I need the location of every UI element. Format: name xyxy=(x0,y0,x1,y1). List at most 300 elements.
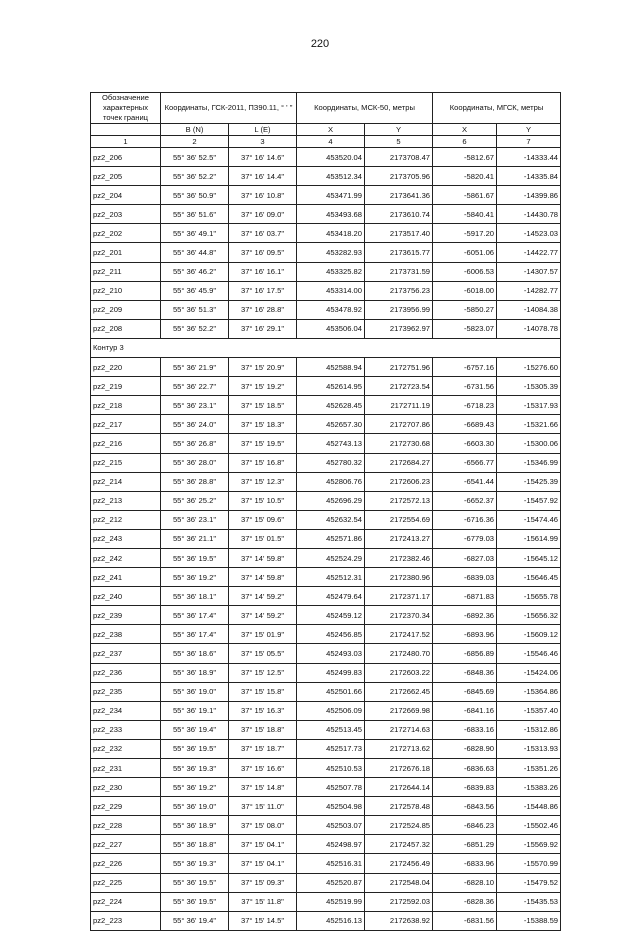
point-name-cell: pz2_230 xyxy=(91,778,161,797)
longitude-cell: 37° 14' 59.2" xyxy=(229,587,297,606)
point-name-cell: pz2_228 xyxy=(91,816,161,835)
msk-x-cell: 452498.97 xyxy=(297,835,365,854)
coordinates-table xyxy=(90,92,561,931)
point-name-cell: pz2_203 xyxy=(91,205,161,224)
msk-x-cell: 453493.68 xyxy=(297,205,365,224)
longitude-cell: 37° 15' 09.6" xyxy=(229,510,297,529)
longitude-cell: 37° 15' 04.1" xyxy=(229,835,297,854)
header-mgsk-x: X xyxy=(433,124,497,136)
point-name-cell: pz2_239 xyxy=(91,606,161,625)
point-name-cell: pz2_219 xyxy=(91,377,161,396)
longitude-cell: 37° 15' 11.0" xyxy=(229,797,297,816)
mgsk-y-cell: -15312.86 xyxy=(497,720,561,739)
mgsk-y-cell: -15383.26 xyxy=(497,778,561,797)
table-row xyxy=(91,243,561,262)
column-number: 6 xyxy=(433,136,497,148)
longitude-cell: 37° 16' 28.8" xyxy=(229,300,297,319)
msk-x-cell: 452517.73 xyxy=(297,739,365,758)
msk-x-cell: 453512.34 xyxy=(297,167,365,186)
latitude-cell: 55° 36' 18.9" xyxy=(161,816,229,835)
mgsk-x-cell: -5850.27 xyxy=(433,300,497,319)
msk-x-cell: 452520.87 xyxy=(297,873,365,892)
header-l: L (E) xyxy=(229,124,297,136)
table-row xyxy=(91,606,561,625)
longitude-cell: 37° 15' 08.0" xyxy=(229,816,297,835)
point-name-cell: pz2_218 xyxy=(91,396,161,415)
longitude-cell: 37° 15' 12.3" xyxy=(229,472,297,491)
msk-x-cell: 452516.13 xyxy=(297,911,365,930)
mgsk-x-cell: -6839.03 xyxy=(433,568,497,587)
point-name-cell: pz2_226 xyxy=(91,854,161,873)
msk-y-cell: 2172723.54 xyxy=(365,377,433,396)
latitude-cell: 55° 36' 22.7" xyxy=(161,377,229,396)
latitude-cell: 55° 36' 28.0" xyxy=(161,453,229,472)
longitude-cell: 37° 15' 05.5" xyxy=(229,644,297,663)
msk-x-cell: 452504.98 xyxy=(297,797,365,816)
latitude-cell: 55° 36' 19.0" xyxy=(161,797,229,816)
mgsk-x-cell: -6836.63 xyxy=(433,759,497,778)
msk-y-cell: 2172638.92 xyxy=(365,911,433,930)
mgsk-y-cell: -15655.78 xyxy=(497,587,561,606)
msk-x-cell: 452780.32 xyxy=(297,453,365,472)
point-name-cell: pz2_209 xyxy=(91,300,161,319)
msk-x-cell: 452479.64 xyxy=(297,587,365,606)
table-row xyxy=(91,319,561,338)
mgsk-x-cell: -6856.89 xyxy=(433,644,497,663)
msk-x-cell: 452459.12 xyxy=(297,606,365,625)
mgsk-y-cell: -14084.38 xyxy=(497,300,561,319)
latitude-cell: 55° 36' 50.9" xyxy=(161,186,229,205)
section-row xyxy=(91,338,561,357)
longitude-cell: 37° 16' 29.1" xyxy=(229,319,297,338)
msk-x-cell: 453471.99 xyxy=(297,186,365,205)
mgsk-y-cell: -15546.46 xyxy=(497,644,561,663)
mgsk-x-cell: -5823.07 xyxy=(433,319,497,338)
column-number: 2 xyxy=(161,136,229,148)
latitude-cell: 55° 36' 18.1" xyxy=(161,587,229,606)
mgsk-y-cell: -14422.77 xyxy=(497,243,561,262)
mgsk-y-cell: -14333.44 xyxy=(497,148,561,167)
mgsk-x-cell: -6757.16 xyxy=(433,358,497,377)
table-row xyxy=(91,816,561,835)
table-row xyxy=(91,167,561,186)
latitude-cell: 55° 36' 19.2" xyxy=(161,778,229,797)
latitude-cell: 55° 36' 24.0" xyxy=(161,415,229,434)
latitude-cell: 55° 36' 18.8" xyxy=(161,835,229,854)
table-row xyxy=(91,300,561,319)
msk-x-cell: 452628.45 xyxy=(297,396,365,415)
column-number: 5 xyxy=(365,136,433,148)
latitude-cell: 55° 36' 17.4" xyxy=(161,625,229,644)
msk-y-cell: 2172457.32 xyxy=(365,835,433,854)
latitude-cell: 55° 36' 19.5" xyxy=(161,548,229,567)
mgsk-y-cell: -14399.86 xyxy=(497,186,561,205)
table-row xyxy=(91,682,561,701)
mgsk-x-cell: -6689.43 xyxy=(433,415,497,434)
point-name-cell: pz2_241 xyxy=(91,568,161,587)
msk-x-cell: 453520.04 xyxy=(297,148,365,167)
mgsk-y-cell: -15656.32 xyxy=(497,606,561,625)
longitude-cell: 37° 16' 03.7" xyxy=(229,224,297,243)
longitude-cell: 37° 15' 18.7" xyxy=(229,739,297,758)
mgsk-y-cell: -15474.46 xyxy=(497,510,561,529)
table-row xyxy=(91,739,561,758)
latitude-cell: 55° 36' 19.0" xyxy=(161,682,229,701)
msk-x-cell: 452507.78 xyxy=(297,778,365,797)
msk-y-cell: 2172684.27 xyxy=(365,453,433,472)
longitude-cell: 37° 15' 14.8" xyxy=(229,778,297,797)
point-name-cell: pz2_231 xyxy=(91,759,161,778)
longitude-cell: 37° 14' 59.8" xyxy=(229,548,297,567)
longitude-cell: 37° 15' 12.5" xyxy=(229,663,297,682)
msk-y-cell: 2173731.59 xyxy=(365,262,433,281)
mgsk-y-cell: -15424.06 xyxy=(497,663,561,682)
latitude-cell: 55° 36' 28.8" xyxy=(161,472,229,491)
latitude-cell: 55° 36' 26.8" xyxy=(161,434,229,453)
longitude-cell: 37° 15' 19.5" xyxy=(229,434,297,453)
msk-x-cell: 452588.94 xyxy=(297,358,365,377)
msk-y-cell: 2172603.22 xyxy=(365,663,433,682)
table-row xyxy=(91,281,561,300)
header-mgsk-coordinates: Координаты, МГСК, метры xyxy=(433,93,561,124)
table-header xyxy=(91,93,561,148)
latitude-cell: 55° 36' 19.4" xyxy=(161,911,229,930)
mgsk-x-cell: -6841.16 xyxy=(433,701,497,720)
longitude-cell: 37° 15' 16.3" xyxy=(229,701,297,720)
mgsk-y-cell: -14430.78 xyxy=(497,205,561,224)
point-name-cell: pz2_237 xyxy=(91,644,161,663)
point-name-cell: pz2_212 xyxy=(91,510,161,529)
mgsk-x-cell: -6716.36 xyxy=(433,510,497,529)
msk-y-cell: 2172714.63 xyxy=(365,720,433,739)
mgsk-x-cell: -6843.56 xyxy=(433,797,497,816)
column-number: 7 xyxy=(497,136,561,148)
mgsk-x-cell: -6845.69 xyxy=(433,682,497,701)
msk-x-cell: 452456.85 xyxy=(297,625,365,644)
point-name-cell: pz2_205 xyxy=(91,167,161,186)
table-row xyxy=(91,434,561,453)
mgsk-y-cell: -14078.78 xyxy=(497,319,561,338)
latitude-cell: 55° 36' 19.1" xyxy=(161,701,229,720)
table-row xyxy=(91,663,561,682)
table-row xyxy=(91,568,561,587)
page-number: 220 xyxy=(310,38,330,50)
msk-x-cell: 452503.07 xyxy=(297,816,365,835)
longitude-cell: 37° 15' 18.8" xyxy=(229,720,297,739)
mgsk-y-cell: -15448.86 xyxy=(497,797,561,816)
mgsk-y-cell: -14282.77 xyxy=(497,281,561,300)
msk-y-cell: 2172371.17 xyxy=(365,587,433,606)
msk-y-cell: 2172417.52 xyxy=(365,625,433,644)
point-name-cell: pz2_238 xyxy=(91,625,161,644)
point-name-cell: pz2_235 xyxy=(91,682,161,701)
latitude-cell: 55° 36' 49.1" xyxy=(161,224,229,243)
mgsk-x-cell: -5812.67 xyxy=(433,148,497,167)
msk-x-cell: 453478.92 xyxy=(297,300,365,319)
msk-y-cell: 2172572.13 xyxy=(365,491,433,510)
msk-x-cell: 452493.03 xyxy=(297,644,365,663)
msk-x-cell: 452743.13 xyxy=(297,434,365,453)
msk-x-cell: 453506.04 xyxy=(297,319,365,338)
section-label: Контур 3 xyxy=(91,338,561,357)
mgsk-x-cell: -5861.67 xyxy=(433,186,497,205)
mgsk-x-cell: -6892.36 xyxy=(433,606,497,625)
longitude-cell: 37° 15' 11.8" xyxy=(229,892,297,911)
mgsk-y-cell: -14335.84 xyxy=(497,167,561,186)
longitude-cell: 37° 15' 19.2" xyxy=(229,377,297,396)
mgsk-x-cell: -6831.56 xyxy=(433,911,497,930)
latitude-cell: 55° 36' 19.5" xyxy=(161,739,229,758)
latitude-cell: 55° 36' 23.1" xyxy=(161,396,229,415)
table-row xyxy=(91,892,561,911)
latitude-cell: 55° 36' 18.9" xyxy=(161,663,229,682)
msk-x-cell: 452506.09 xyxy=(297,701,365,720)
latitude-cell: 55° 36' 23.1" xyxy=(161,510,229,529)
msk-y-cell: 2172606.23 xyxy=(365,472,433,491)
msk-y-cell: 2172711.19 xyxy=(365,396,433,415)
mgsk-x-cell: -6848.36 xyxy=(433,663,497,682)
table-row xyxy=(91,491,561,510)
longitude-cell: 37° 15' 04.1" xyxy=(229,854,297,873)
table-row xyxy=(91,644,561,663)
msk-x-cell: 452499.83 xyxy=(297,663,365,682)
msk-y-cell: 2172382.46 xyxy=(365,548,433,567)
latitude-cell: 55° 36' 52.2" xyxy=(161,167,229,186)
mgsk-x-cell: -5840.41 xyxy=(433,205,497,224)
mgsk-y-cell: -15317.93 xyxy=(497,396,561,415)
msk-y-cell: 2173517.40 xyxy=(365,224,433,243)
longitude-cell: 37° 16' 10.8" xyxy=(229,186,297,205)
point-name-cell: pz2_236 xyxy=(91,663,161,682)
msk-y-cell: 2172707.86 xyxy=(365,415,433,434)
table-row xyxy=(91,835,561,854)
msk-x-cell: 452657.30 xyxy=(297,415,365,434)
point-name-cell: pz2_240 xyxy=(91,587,161,606)
mgsk-x-cell: -6006.53 xyxy=(433,262,497,281)
point-name-cell: pz2_232 xyxy=(91,739,161,758)
longitude-cell: 37° 15' 14.5" xyxy=(229,911,297,930)
latitude-cell: 55° 36' 19.4" xyxy=(161,720,229,739)
msk-y-cell: 2172413.27 xyxy=(365,529,433,548)
msk-x-cell: 452696.29 xyxy=(297,491,365,510)
header-msk-y: Y xyxy=(365,124,433,136)
longitude-cell: 37° 15' 15.8" xyxy=(229,682,297,701)
msk-x-cell: 452512.31 xyxy=(297,568,365,587)
msk-y-cell: 2172578.48 xyxy=(365,797,433,816)
table-row xyxy=(91,625,561,644)
msk-x-cell: 452806.76 xyxy=(297,472,365,491)
mgsk-x-cell: -6603.30 xyxy=(433,434,497,453)
mgsk-x-cell: -6566.77 xyxy=(433,453,497,472)
point-name-cell: pz2_243 xyxy=(91,529,161,548)
table-row xyxy=(91,377,561,396)
mgsk-y-cell: -15364.86 xyxy=(497,682,561,701)
mgsk-x-cell: -6779.03 xyxy=(433,529,497,548)
point-name-cell: pz2_210 xyxy=(91,281,161,300)
msk-x-cell: 452632.54 xyxy=(297,510,365,529)
latitude-cell: 55° 36' 46.2" xyxy=(161,262,229,281)
msk-x-cell: 452510.53 xyxy=(297,759,365,778)
latitude-cell: 55° 36' 19.2" xyxy=(161,568,229,587)
mgsk-y-cell: -14307.57 xyxy=(497,262,561,281)
point-name-cell: pz2_217 xyxy=(91,415,161,434)
point-name-cell: pz2_201 xyxy=(91,243,161,262)
mgsk-y-cell: -15305.39 xyxy=(497,377,561,396)
column-number: 4 xyxy=(297,136,365,148)
mgsk-x-cell: -6051.06 xyxy=(433,243,497,262)
point-name-cell: pz2_202 xyxy=(91,224,161,243)
table-row xyxy=(91,911,561,930)
point-name-cell: pz2_214 xyxy=(91,472,161,491)
msk-y-cell: 2172548.04 xyxy=(365,873,433,892)
mgsk-x-cell: -6893.96 xyxy=(433,625,497,644)
msk-y-cell: 2173615.77 xyxy=(365,243,433,262)
header-empty-cell xyxy=(91,124,161,136)
mgsk-x-cell: -5820.41 xyxy=(433,167,497,186)
latitude-cell: 55° 36' 51.6" xyxy=(161,205,229,224)
table-row xyxy=(91,186,561,205)
mgsk-x-cell: -6718.23 xyxy=(433,396,497,415)
msk-y-cell: 2172644.14 xyxy=(365,778,433,797)
msk-y-cell: 2173956.99 xyxy=(365,300,433,319)
table-row xyxy=(91,205,561,224)
longitude-cell: 37° 15' 10.5" xyxy=(229,491,297,510)
point-name-cell: pz2_215 xyxy=(91,453,161,472)
header-msk-x: X xyxy=(297,124,365,136)
table-row xyxy=(91,587,561,606)
msk-y-cell: 2173610.74 xyxy=(365,205,433,224)
point-name-cell: pz2_224 xyxy=(91,892,161,911)
msk-y-cell: 2172370.34 xyxy=(365,606,433,625)
mgsk-x-cell: -6833.96 xyxy=(433,854,497,873)
table-row xyxy=(91,224,561,243)
msk-x-cell: 452524.29 xyxy=(297,548,365,567)
latitude-cell: 55° 36' 52.5" xyxy=(161,148,229,167)
table-row xyxy=(91,396,561,415)
latitude-cell: 55° 36' 21.9" xyxy=(161,358,229,377)
table-row xyxy=(91,472,561,491)
point-name-cell: pz2_233 xyxy=(91,720,161,739)
mgsk-y-cell: -15569.92 xyxy=(497,835,561,854)
mgsk-x-cell: -6828.90 xyxy=(433,739,497,758)
column-number: 3 xyxy=(229,136,297,148)
table-row xyxy=(91,262,561,281)
table-row xyxy=(91,548,561,567)
mgsk-x-cell: -6018.00 xyxy=(433,281,497,300)
longitude-cell: 37° 16' 09.0" xyxy=(229,205,297,224)
point-name-cell: pz2_206 xyxy=(91,148,161,167)
table-row xyxy=(91,358,561,377)
point-name-cell: pz2_223 xyxy=(91,911,161,930)
header-mgsk-y: Y xyxy=(497,124,561,136)
latitude-cell: 55° 36' 18.6" xyxy=(161,644,229,663)
table-row xyxy=(91,529,561,548)
latitude-cell: 55° 36' 19.5" xyxy=(161,873,229,892)
mgsk-x-cell: -6833.16 xyxy=(433,720,497,739)
longitude-cell: 37° 15' 01.9" xyxy=(229,625,297,644)
longitude-cell: 37° 16' 14.6" xyxy=(229,148,297,167)
msk-x-cell: 452614.95 xyxy=(297,377,365,396)
header-msk-coordinates: Координаты, МСК-50, метры xyxy=(297,93,433,124)
mgsk-y-cell: -15435.53 xyxy=(497,892,561,911)
point-name-cell: pz2_227 xyxy=(91,835,161,854)
table-body xyxy=(91,148,561,931)
header-b: B (N) xyxy=(161,124,229,136)
longitude-cell: 37° 15' 01.5" xyxy=(229,529,297,548)
mgsk-x-cell: -6828.36 xyxy=(433,892,497,911)
mgsk-y-cell: -15457.92 xyxy=(497,491,561,510)
longitude-cell: 37° 15' 09.3" xyxy=(229,873,297,892)
point-name-cell: pz2_204 xyxy=(91,186,161,205)
table-row xyxy=(91,778,561,797)
mgsk-y-cell: -15646.45 xyxy=(497,568,561,587)
mgsk-y-cell: -15570.99 xyxy=(497,854,561,873)
msk-y-cell: 2173962.97 xyxy=(365,319,433,338)
table-row xyxy=(91,453,561,472)
mgsk-y-cell: -15321.66 xyxy=(497,415,561,434)
mgsk-x-cell: -6731.56 xyxy=(433,377,497,396)
point-name-cell: pz2_234 xyxy=(91,701,161,720)
msk-y-cell: 2172480.70 xyxy=(365,644,433,663)
longitude-cell: 37° 15' 16.6" xyxy=(229,759,297,778)
msk-x-cell: 452519.99 xyxy=(297,892,365,911)
mgsk-y-cell: -15351.26 xyxy=(497,759,561,778)
longitude-cell: 37° 15' 18.3" xyxy=(229,415,297,434)
table-row xyxy=(91,720,561,739)
msk-y-cell: 2172592.03 xyxy=(365,892,433,911)
table-row xyxy=(91,148,561,167)
header-gsk-coordinates: Координаты, ГСК-2011, ПЗ90.11, ° ' " xyxy=(161,93,297,124)
msk-y-cell: 2172713.62 xyxy=(365,739,433,758)
latitude-cell: 55° 36' 44.8" xyxy=(161,243,229,262)
msk-y-cell: 2173705.96 xyxy=(365,167,433,186)
longitude-cell: 37° 14' 59.2" xyxy=(229,606,297,625)
table-row xyxy=(91,854,561,873)
latitude-cell: 55° 36' 19.5" xyxy=(161,892,229,911)
mgsk-y-cell: -15425.39 xyxy=(497,472,561,491)
latitude-cell: 55° 36' 19.3" xyxy=(161,759,229,778)
point-name-cell: pz2_216 xyxy=(91,434,161,453)
table-row xyxy=(91,510,561,529)
table-row xyxy=(91,415,561,434)
msk-y-cell: 2173708.47 xyxy=(365,148,433,167)
point-name-cell: pz2_225 xyxy=(91,873,161,892)
mgsk-x-cell: -6839.83 xyxy=(433,778,497,797)
point-name-cell: pz2_213 xyxy=(91,491,161,510)
msk-x-cell: 452513.45 xyxy=(297,720,365,739)
mgsk-y-cell: -15614.99 xyxy=(497,529,561,548)
msk-y-cell: 2172676.18 xyxy=(365,759,433,778)
mgsk-x-cell: -6541.44 xyxy=(433,472,497,491)
mgsk-y-cell: -15388.59 xyxy=(497,911,561,930)
longitude-cell: 37° 16' 09.5" xyxy=(229,243,297,262)
msk-x-cell: 453282.93 xyxy=(297,243,365,262)
mgsk-y-cell: -15313.93 xyxy=(497,739,561,758)
table-row xyxy=(91,873,561,892)
latitude-cell: 55° 36' 17.4" xyxy=(161,606,229,625)
msk-x-cell: 453314.00 xyxy=(297,281,365,300)
point-name-cell: pz2_220 xyxy=(91,358,161,377)
table-row xyxy=(91,701,561,720)
mgsk-x-cell: -6851.29 xyxy=(433,835,497,854)
longitude-cell: 37° 14' 59.8" xyxy=(229,568,297,587)
msk-y-cell: 2172524.85 xyxy=(365,816,433,835)
mgsk-x-cell: -5917.20 xyxy=(433,224,497,243)
msk-y-cell: 2172554.69 xyxy=(365,510,433,529)
latitude-cell: 55° 36' 21.1" xyxy=(161,529,229,548)
header-point-designation: Обозначение характерных точек границ xyxy=(91,93,161,124)
table-row xyxy=(91,759,561,778)
